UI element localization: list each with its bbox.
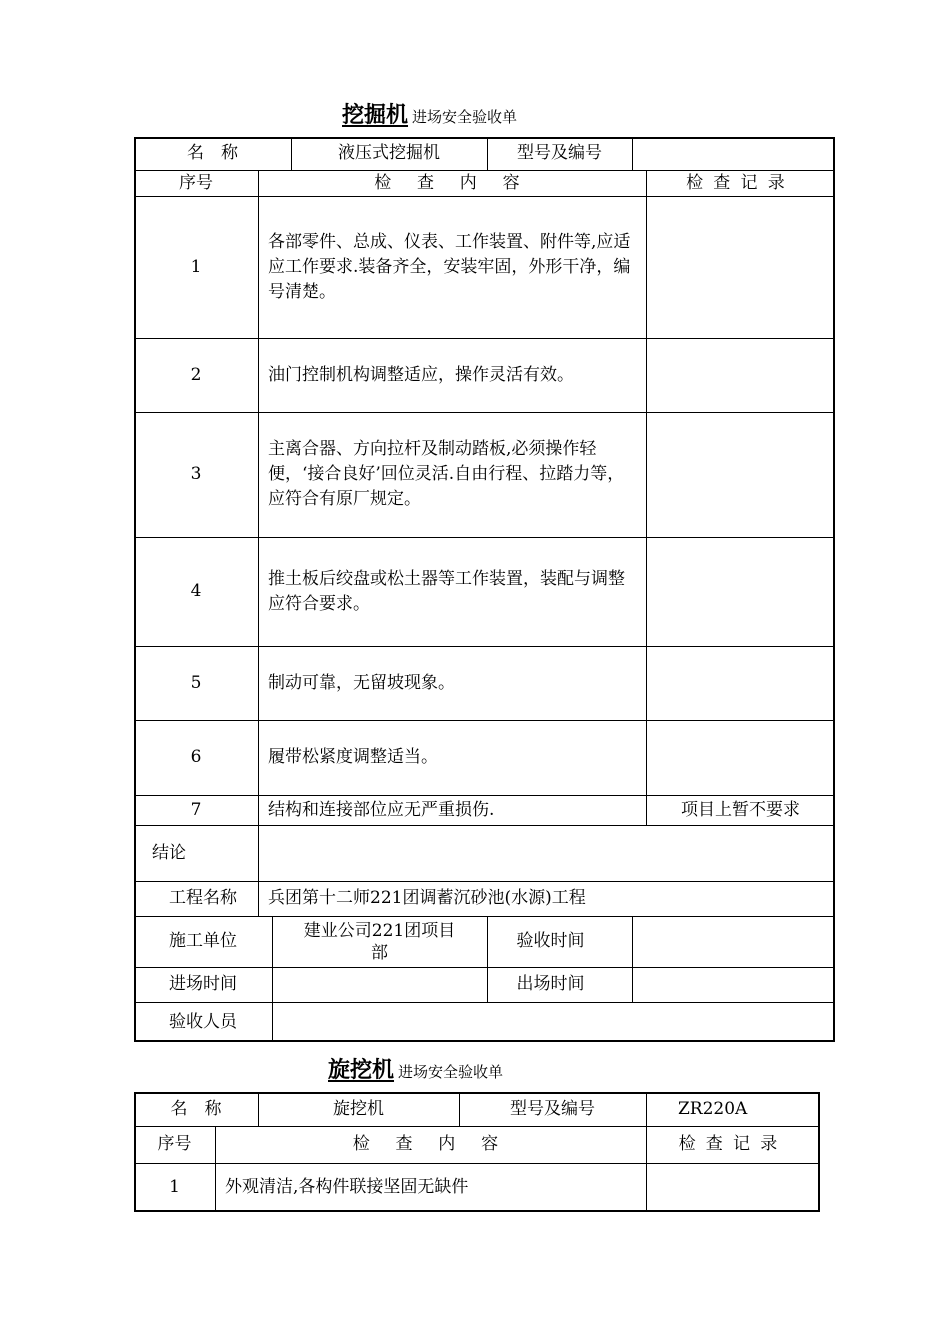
form2-col-no: 序号 (157, 1134, 192, 1154)
form1-model-label: 型号及编号 (517, 143, 602, 163)
form1-row-5-record (646, 646, 835, 720)
form1-row-7-content: 结构和连接部位应无严重损伤. (268, 799, 495, 820)
form1-entry-time-value (272, 967, 487, 1002)
form1-row-7-record: 项目上暂不要求 (681, 799, 800, 820)
form2-title-main: 旋挖机 (328, 1057, 395, 1083)
form1-row-3-no: 3 (190, 464, 202, 484)
form1-conclusion-label: 结论 (152, 842, 186, 863)
form2-col-record: 检查记录 (678, 1134, 788, 1154)
form2-row-1-content: 外观清洁,各构件联接坚固无缺件 (225, 1177, 469, 1197)
form1-name-label: 名 称 (187, 143, 238, 163)
form1-title-sub: 进场安全验收单 (412, 108, 518, 126)
form1-row-2-no: 2 (190, 364, 202, 385)
form1-row-5-no: 5 (190, 672, 202, 693)
form2-model-label: 型号及编号 (510, 1098, 595, 1119)
form1-conclusion-value (258, 825, 835, 881)
form1-exit-time-value (632, 967, 835, 1002)
form1-project-label: 工程名称 (169, 888, 237, 908)
form1-title-main: 挖掘机 (342, 102, 409, 128)
form1-inspector-label: 验收人员 (169, 1011, 237, 1032)
form1-row-1-record (646, 196, 835, 338)
form1-inspector-value (272, 1002, 835, 1042)
form1-row-4-no: 4 (190, 581, 202, 601)
form1-contractor-label: 施工单位 (169, 931, 237, 951)
form1-project-value: 兵团第十二师221团调蓄沉砂池(水源)工程 (268, 888, 586, 908)
form1-row-6-content: 履带松紧度调整适当。 (268, 747, 438, 767)
form1-model-value (632, 137, 835, 170)
form2-name-value: 旋挖机 (333, 1098, 384, 1119)
form1-row-2-content: 油门控制机构调整适应，操作灵活有效。 (268, 364, 574, 385)
form1-exit-time-label: 出场时间 (516, 974, 585, 994)
form2-col-content: 检 查 内 容 (352, 1134, 509, 1154)
form1-row-4-content: 推土板后绞盘或松土器等工作装置，装配与调整应符合要求。 (268, 568, 625, 614)
form1-row-6-no: 6 (190, 747, 202, 767)
form1-row-5-content: 制动可靠，无留坡现象。 (268, 672, 455, 693)
form1-name-value: 液压式挖掘机 (338, 143, 440, 163)
form1-row-7-no: 7 (190, 799, 202, 820)
form2-name-label: 名 称 (170, 1098, 222, 1119)
form1-row-6-record (646, 720, 835, 795)
form2-row-1-record (646, 1163, 820, 1212)
form1-col-record: 检查记录 (686, 172, 795, 193)
form2-model-value: ZR220A (678, 1098, 748, 1119)
form1-row-2-record (646, 338, 835, 412)
form1-row-1-content: 各部零件、总成、仪表、工作装置、附件等,应适应工作要求.装备齐全，安装牢固，外形干净，编号清楚。 (268, 231, 631, 302)
form2-row-1-no: 1 (169, 1177, 180, 1197)
form2-title (328, 1053, 503, 1084)
form1-contractor-value: 建业公司221团项目部 (303, 920, 456, 963)
form1-title (342, 98, 517, 129)
form1-row-3-content: 主离合器、方向拉杆及制动踏板,必须操作轻便，‘接合良好’回位灵活.自由行程、拉踏力等，应符合有原厂规定。 (268, 439, 625, 509)
form1-row-1-no: 1 (190, 256, 202, 277)
form1-col-content: 检 查 内 容 (374, 172, 530, 193)
form1-col-no: 序号 (179, 172, 213, 193)
form1-accept-time-value (632, 916, 835, 967)
form2-title-sub: 进场安全验收单 (398, 1063, 504, 1081)
form1-entry-time-label: 进场时间 (169, 974, 237, 994)
form1-row-3-record (646, 412, 835, 537)
form1-row-4-record (646, 537, 835, 646)
form1-accept-time-label: 验收时间 (516, 931, 585, 951)
